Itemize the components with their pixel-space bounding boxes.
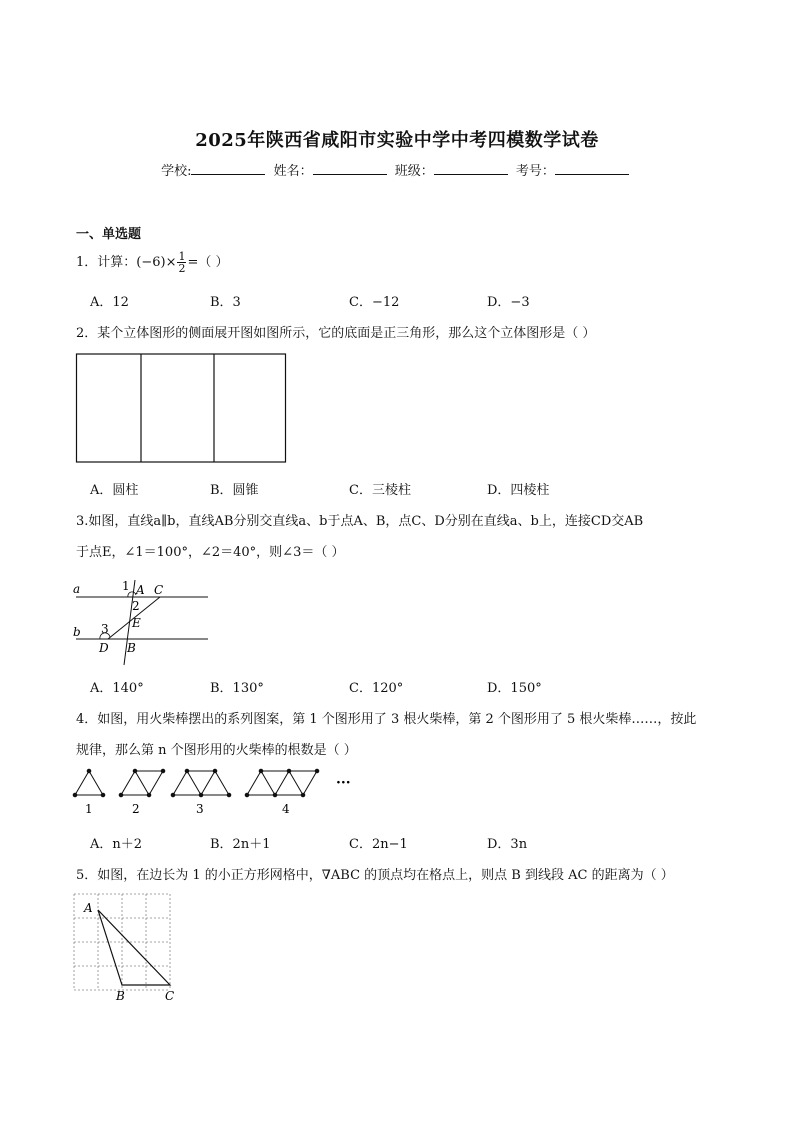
- label-E: E: [132, 616, 141, 630]
- q1-option-c[interactable]: C．−12: [349, 295, 400, 310]
- question-4-line-2: 规律，那么第 n 个图形用的火柴棒的根数是（ ）: [76, 743, 357, 758]
- label-D: D: [99, 641, 109, 655]
- q1-frac-den: 2: [178, 262, 186, 275]
- label-C: C: [165, 989, 175, 1003]
- page-title: 2025年陕西省咸阳市实验中学中考四模数学试卷: [195, 130, 599, 151]
- q4-option-c[interactable]: C．2n−1: [349, 837, 408, 852]
- q2-net-figure: [76, 353, 288, 463]
- pattern-3: [171, 769, 231, 797]
- q1-option-a[interactable]: A．12: [90, 295, 129, 310]
- school-field[interactable]: [191, 162, 265, 175]
- q2-option-b[interactable]: B．圆锥: [210, 483, 259, 498]
- triangle-abc: [98, 910, 170, 985]
- label-angle-3: 3: [101, 622, 109, 636]
- question-5: 5．如图，在边长为 1 的小正方形网格中，∇ABC 的顶点均在格点上，则点 B 到线段 AC 的距离为（ ）: [76, 868, 674, 883]
- label-b: b: [73, 625, 81, 639]
- label-A: A: [84, 901, 93, 915]
- q4-option-a[interactable]: A．n＋2: [90, 837, 143, 852]
- net-outline: [77, 354, 286, 462]
- q1-prefix: 1．计算：: [76, 255, 137, 270]
- q2-option-d[interactable]: D．四棱柱: [487, 483, 550, 498]
- question-3-line-1: 3.如图，直线a∥b，直线AB分别交直线a、b于点A、B，点C、D分别在直线a、b上，连接CD交AB: [76, 514, 644, 529]
- q1-fraction: [177, 251, 186, 274]
- pattern-1: [73, 769, 105, 797]
- name-field[interactable]: [313, 162, 387, 175]
- q4-option-d[interactable]: D．3n: [487, 837, 528, 852]
- question-1: [76, 251, 229, 274]
- q3-option-c[interactable]: C．120°: [349, 681, 404, 696]
- q1-frac-num: 1: [178, 250, 186, 263]
- class-label: 班级：: [394, 164, 434, 179]
- pattern-label-4: 4: [282, 802, 290, 816]
- q3-option-b[interactable]: B．130°: [210, 681, 264, 696]
- question-4-line-1: 4．如图，用火柴棒摆出的系列图案，第 1 个图形用了 3 根火柴棒，第 2 个图形用了 5 根火柴棒……，按此: [76, 712, 697, 727]
- q1-option-d[interactable]: D．−3: [487, 295, 530, 310]
- pattern-label-1: 1: [85, 802, 93, 816]
- name-label: 姓名：: [273, 164, 313, 179]
- label-angle-2: 2: [132, 599, 140, 613]
- id-field[interactable]: [555, 162, 629, 175]
- q3-option-d[interactable]: D．150°: [487, 681, 542, 696]
- q4-option-b[interactable]: B．2n＋1: [210, 837, 271, 852]
- label-B: B: [116, 989, 125, 1003]
- pattern-label-2: 2: [132, 802, 140, 816]
- q5-grid-triangle-figure: [70, 890, 185, 1005]
- label-B: B: [127, 641, 136, 655]
- q2-option-c[interactable]: C．三棱柱: [349, 483, 411, 498]
- q4-matchstick-figure: [70, 765, 360, 817]
- pattern-ellipsis: ···: [336, 775, 351, 791]
- label-angle-1: 1: [122, 579, 130, 593]
- label-A: A: [136, 583, 145, 597]
- pattern-label-3: 3: [196, 802, 204, 816]
- student-info-row: [0, 160, 794, 179]
- label-C: C: [154, 583, 164, 597]
- school-label: 学校:: [161, 164, 192, 179]
- q3-parallel-lines-figure: [70, 575, 215, 670]
- id-label: 考号：: [515, 164, 555, 179]
- pattern-4: [245, 769, 319, 797]
- class-field[interactable]: [434, 162, 508, 175]
- question-2: 2．某个立体图形的侧面展开图如图所示，它的底面是正三角形，那么这个立体图形是（ ）: [76, 326, 596, 341]
- q1-suffix: =（ ）: [187, 255, 229, 270]
- pattern-2: [119, 769, 165, 797]
- question-3-line-2: 于点E，∠1＝100°，∠2＝40°，则∠3＝（ ）: [76, 545, 345, 560]
- section-title: 一、单选题: [76, 227, 142, 242]
- q2-option-a[interactable]: A．圆柱: [90, 483, 139, 498]
- q1-option-b[interactable]: B．3: [210, 295, 241, 310]
- q1-expr: (−6)×: [136, 255, 177, 270]
- q3-option-a[interactable]: A．140°: [90, 681, 144, 696]
- label-a: a: [73, 582, 81, 596]
